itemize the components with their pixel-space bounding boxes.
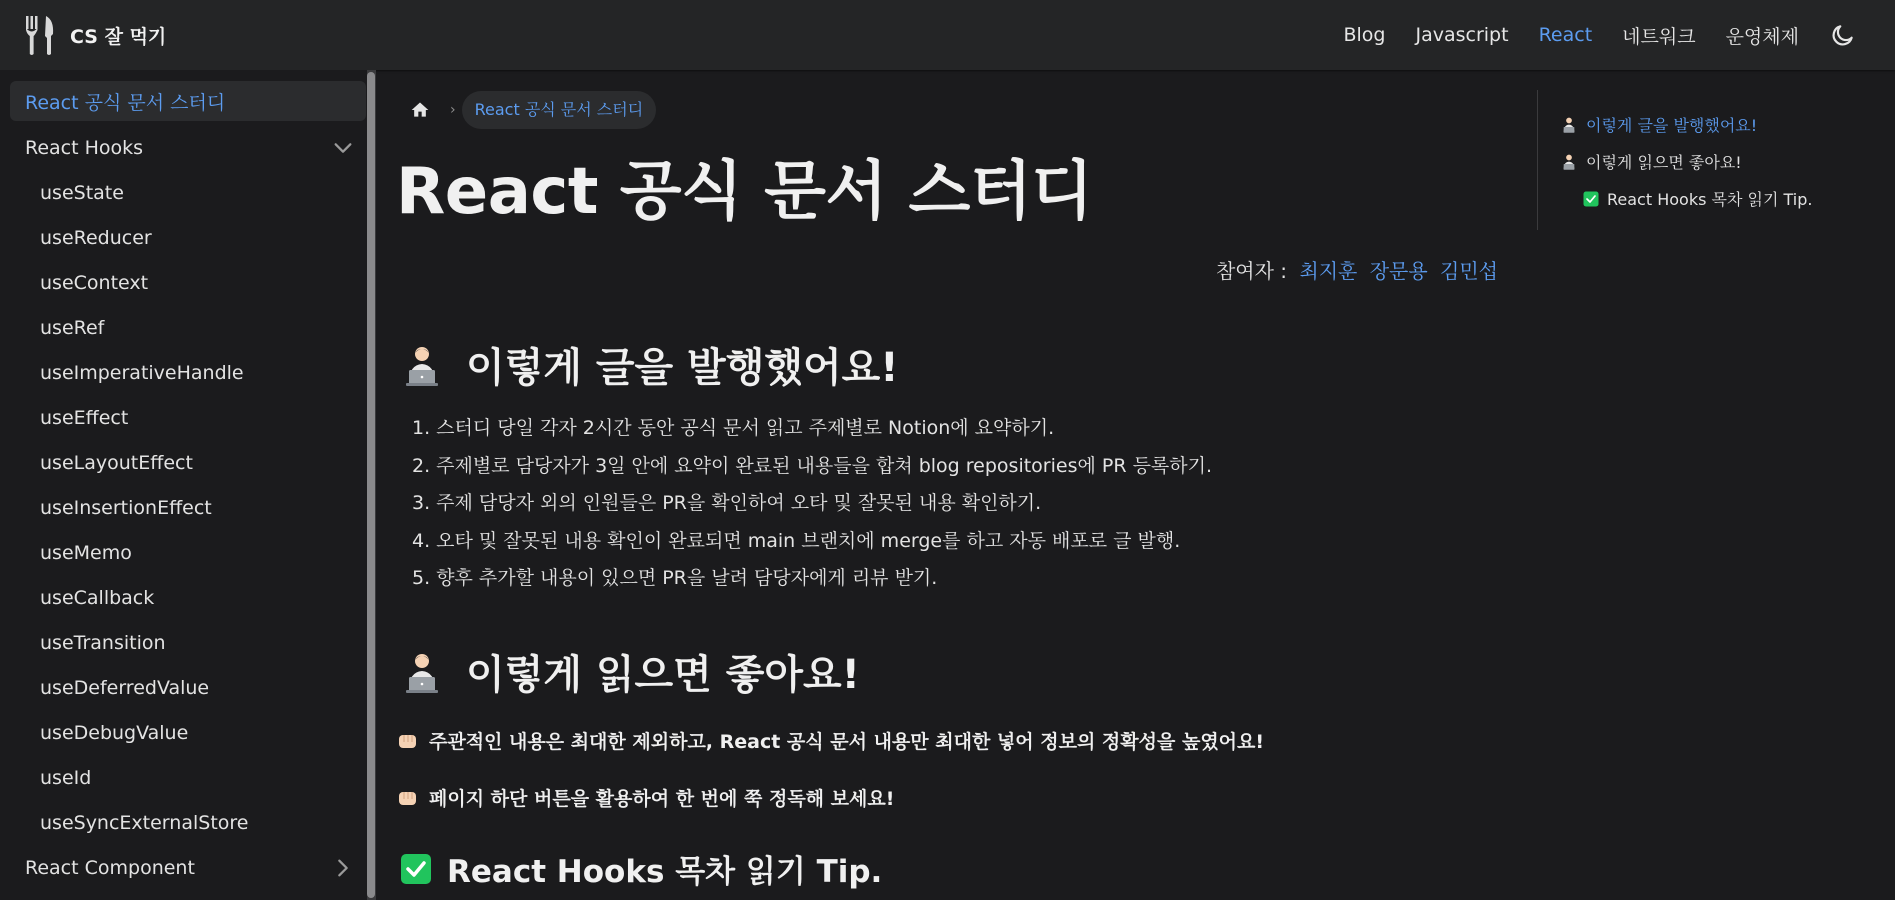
section-heading-text: 이렇게 읽으면 좋아요! xyxy=(466,652,860,698)
participants-label: 참여자 : xyxy=(1215,259,1288,283)
nav-link-react[interactable]: React xyxy=(1538,24,1593,46)
list-item: 1. 스터디 당일 각자 2시간 동안 공식 문서 읽고 주제별로 Notion에 요약하기. xyxy=(412,417,1055,439)
list-item: 5. 향후 추가할 내용이 있으면 PR을 날려 담당자에게 리뷰 받기. xyxy=(412,567,938,589)
participant-link[interactable]: 최지훈 xyxy=(1299,259,1358,283)
sidebar-item-uselayouteffect[interactable]: useLayoutEffect xyxy=(40,452,193,474)
sidebar-item-usecontext[interactable]: useContext xyxy=(40,272,149,294)
breadcrumb xyxy=(400,90,656,130)
sidebar-category-label: React Component xyxy=(25,857,195,879)
chevron-right-icon[interactable] xyxy=(332,857,354,879)
sidebar-item-useref[interactable]: useRef xyxy=(40,317,105,339)
nav-link-blog[interactable]: Blog xyxy=(1343,24,1386,46)
breadcrumb-separator: › xyxy=(450,102,456,118)
check-mark-icon xyxy=(400,853,432,885)
sidebar-scrollbar-thumb[interactable] xyxy=(367,72,375,898)
sidebar-category-label: React Hooks xyxy=(25,137,144,159)
technologist-icon xyxy=(400,650,444,694)
technologist-icon xyxy=(400,343,444,387)
participants xyxy=(1216,255,1498,284)
nav-link-os[interactable]: 운영체제 xyxy=(1725,25,1799,48)
toc-item-hooks-tip[interactable] xyxy=(1583,187,1812,210)
moon-icon xyxy=(1830,22,1856,48)
reading-tip xyxy=(397,784,894,811)
sidebar-category-react-component[interactable] xyxy=(10,848,366,888)
sidebar xyxy=(0,70,376,900)
reading-tip xyxy=(397,727,1264,754)
list-item: 2. 주제별로 담당자가 3일 안에 요약이 완료된 내용들을 합쳐 blog repositories에 PR 등록하기. xyxy=(412,454,1213,477)
toc-item-reading[interactable] xyxy=(1560,150,1742,173)
chevron-down-icon[interactable] xyxy=(332,137,354,159)
technologist-icon xyxy=(1560,153,1578,171)
section-heading-published xyxy=(400,336,899,393)
sidebar-category-react-hooks[interactable] xyxy=(10,128,366,168)
list-item: 3. 주제 담당자 외의 인원들은 PR을 확인하여 오타 및 잘못된 내용 확인하기. xyxy=(412,492,1042,514)
fist-icon xyxy=(397,730,419,752)
technologist-icon xyxy=(1560,116,1578,134)
navbar xyxy=(0,0,1895,70)
section-heading-reading xyxy=(400,643,860,700)
sidebar-item-useimperativehandle[interactable]: useImperativeHandle xyxy=(40,362,244,384)
participant-link[interactable]: 김민섭 xyxy=(1440,259,1498,283)
toc-item-published[interactable] xyxy=(1560,113,1757,136)
toc-item-label: 이렇게 글을 발행했어요! xyxy=(1586,116,1758,135)
sidebar-item-usememo[interactable]: useMemo xyxy=(40,542,132,564)
home-icon xyxy=(410,100,430,120)
fork-knife-icon xyxy=(24,14,56,56)
sidebar-item-react-study[interactable]: React 공식 문서 스터디 xyxy=(10,81,366,121)
sidebar-item-usedebugvalue[interactable]: useDebugValue xyxy=(40,722,189,744)
sidebar-item-usecallback[interactable]: useCallback xyxy=(40,587,155,609)
nav-links xyxy=(1343,0,1895,70)
tip-text: 주관적인 내용은 최대한 제외하고, React 공식 문서 내용만 최대한 넣어 정보의 정확성을 높였어요! xyxy=(429,731,1265,753)
sidebar-scrollbar[interactable] xyxy=(367,70,375,900)
theme-toggle-button[interactable] xyxy=(1829,21,1857,49)
sidebar-item-usestate[interactable]: useState xyxy=(40,182,124,204)
toc-item-label: React Hooks 목차 읽기 Tip. xyxy=(1607,190,1813,209)
sidebar-item-useeffect[interactable]: useEffect xyxy=(40,407,129,429)
participant-link[interactable]: 장문용 xyxy=(1369,259,1428,283)
brand-link[interactable] xyxy=(24,14,166,56)
section-heading-toc-tip xyxy=(400,846,882,891)
list-item: 4. 오타 및 잘못된 내용 확인이 완료되면 main 브랜치에 merge를 하고 자동 배포로 글 발행. xyxy=(412,529,1181,552)
tip-text: 페이지 하단 버튼을 활용하여 한 번에 쭉 정독해 보세요! xyxy=(429,788,895,810)
publish-steps-list xyxy=(412,410,1212,598)
sidebar-item-useinsertioneffect[interactable]: useInsertionEffect xyxy=(40,497,212,519)
breadcrumb-current[interactable]: React 공식 문서 스터디 xyxy=(462,91,657,129)
page-title: React 공식 문서 스터디 xyxy=(396,155,1093,229)
sidebar-item-useid[interactable]: useId xyxy=(40,767,92,789)
sidebar-item-usesyncexternalstore[interactable]: useSyncExternalStore xyxy=(40,812,249,834)
nav-link-javascript[interactable]: Javascript xyxy=(1415,24,1509,46)
section-heading-text: 이렇게 글을 발행했어요! xyxy=(466,345,899,391)
sidebar-item-usedeferredvalue[interactable]: useDeferredValue xyxy=(40,677,210,699)
toc-item-label: 이렇게 읽으면 좋아요! xyxy=(1586,153,1742,172)
sidebar-item-usereducer[interactable]: useReducer xyxy=(40,227,152,249)
nav-link-network[interactable]: 네트워크 xyxy=(1622,25,1696,48)
breadcrumb-home[interactable] xyxy=(400,90,440,130)
fist-icon xyxy=(397,787,419,809)
section-heading-text: React Hooks 목차 읽기 Tip. xyxy=(447,854,883,890)
sidebar-item-usetransition[interactable]: useTransition xyxy=(40,632,166,654)
check-mark-icon xyxy=(1583,191,1599,207)
table-of-contents xyxy=(1537,90,1867,230)
brand-title: CS 잘 먹기 xyxy=(70,25,167,48)
